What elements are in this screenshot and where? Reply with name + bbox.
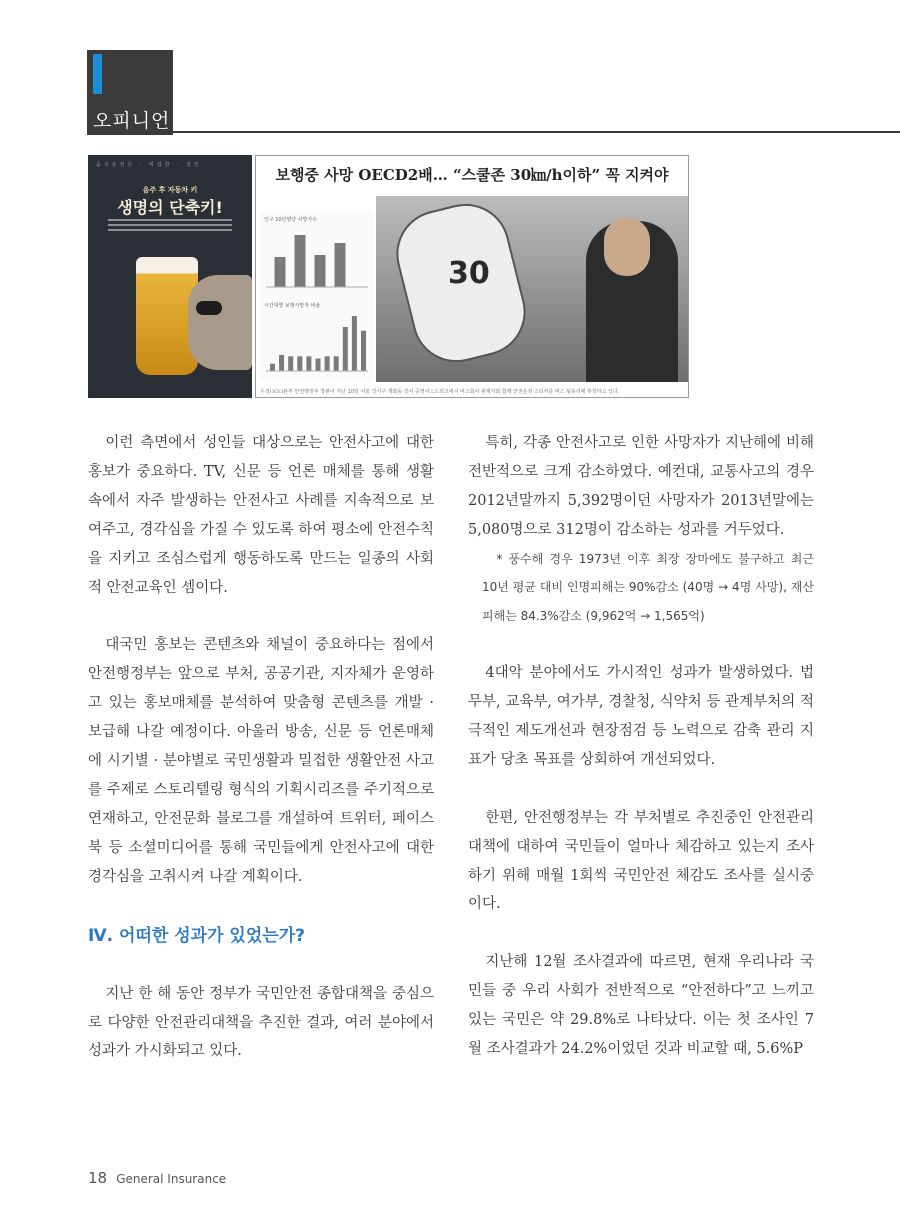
header-rule [173,131,900,133]
publication-name: General Insurance [116,1172,227,1186]
news-photo-title: 보행중 사망 OECD2배… “스쿨존 30㎞/h이하” 꼭 지켜야 [275,166,669,184]
chart1-bar-1 [295,235,306,287]
news-photo [255,155,689,398]
poster-top-text: 음주운전은 · 비겁한 · 살인 [96,162,202,168]
chart2-bar-8 [343,327,348,371]
chart2-bar-3 [297,356,302,371]
section-tab-accent [93,54,102,94]
photo-caption: 우정(보도)본부 안전행정부 장관이 지난 10일 서울 강서구 개화동 강서 공영어스드리고에서 버스회사 관계자와 함께 안전운전 스티커를 버스 뒷유리에 부착하고 있다. [260,389,620,395]
paragraph: 4대악 분야에서도 가시적인 성과가 발생하였다. 법무부, 교육부, 여가부, 경찰청, 식약처 등 관계부처의 적극적인 제도개선과 현장점검 등 노력으로 감축 관리 지표가 당초 목표를 상회하여 개선되었다. [468,665,814,768]
chart2-title: 시간대별 보행사망자 비율 [264,303,321,309]
section-tab [87,50,173,135]
chart1-bar-2 [315,255,326,287]
chart1-bars [275,235,346,287]
chart2-bar-9 [352,316,357,371]
paragraph: 지난해 12월 조사결과에 따르면, 현재 우리나라 국민들 중 우리 사회가 전반적으로 “안전하다”고 느끼고 있는 국민은 약 29.8%로 나타났다. 이는 첫 조사인 7월 조사결과가 24.2%이었던 것과 비교할 때, 5.6%P [468,954,814,1058]
person-face [604,218,650,276]
chart2-bar-6 [325,356,330,371]
footnote: * 풍수해 경우 1973년 이후 최장 장마에도 불구하고 최근 10년 평균 대비 인명피해는 90%감소 (40명 → 4명 사망), 재산피해는 84.3%감소 (9,962억 → 1,565억) [482,551,814,623]
hand-graphic [188,275,252,370]
poster-subhead: 음주 후 자동차 키 [142,186,198,194]
paragraph: 대국민 홍보는 콘텐츠와 채널이 중요하다는 점에서 안전행정부는 앞으로 부처, 공공기관, 지자체가 운영하고 있는 홍보매체를 분석하여 맞춤형 콘텐츠를 개발 · 보급해 나갈 예정이다. 아울러 방송, 신문 등 언론매체에 시기별 · 분야별로 국민생활과 밀접한 생활안전 사고를 주제로 스토리텔링 형식의 기획시리즈를 주기적으로 연재하고, 안전문화 블로그를 개설하여 트위터, 페이스북 등 소셜미디어를 통해 국민들에게 안전사고에 대한 경각심을 고취시켜 나갈 계획이다. [88,637,434,885]
chart2-bar-10 [361,331,366,371]
inset-charts [260,211,374,381]
poster-image [88,155,252,398]
chart2-bar-1 [279,355,284,371]
poster-fine-print [108,219,232,221]
left-column [88,429,434,1066]
chart2-bar-5 [316,359,321,372]
chart2-bars [270,316,366,371]
car-key-graphic [196,301,222,315]
chart1-bar-3 [335,243,346,287]
page-number: 18 [88,1169,108,1187]
chart1-title: 인구 10만명당 사망자수 [264,217,318,223]
chart2-bar-2 [288,356,293,371]
chart1-bar-0 [275,257,286,287]
inset-chart-svg [260,211,374,381]
chart2-bar-4 [306,356,311,371]
paragraph: 특히, 각종 안전사고로 인한 사망자가 지난해에 비해 전반적으로 크게 감소하였다. 예컨대, 교통사고의 경우 2012년말까지 5,392명이던 사망자가 2013년말에는 5,080명으로 312명이 감소하는 성과를 거두었다. [468,435,814,538]
section-label: 오피니언 [93,110,171,132]
paragraph: 한편, 안전행정부는 각 부처별로 추진중인 안전관리 대책에 대하여 국민들이 얼마나 체감하고 있는지 조사하기 위해 매월 1회씩 국민안전 체감도 조사를 실시중이다. [468,809,814,913]
speed-limit-number: 30 [448,256,490,291]
section-heading: Ⅳ. 어떠한 성과가 있었는가? [88,925,305,946]
page-footer [88,1168,226,1187]
paragraph: 지난 한 해 동안 정부가 국민안전 종합대책을 중심으로 다양한 안전관리대책을 추진한 결과, 여러 분야에서 성과가 가시화되고 있다. [88,985,434,1060]
chart2-bar-7 [334,356,339,371]
poster-headline: 생명의 단축키! [117,198,223,217]
chart2-bar-0 [270,364,275,371]
paragraph: 이런 측면에서 성인들 대상으로는 안전사고에 대한 홍보가 중요하다. TV, 신문 등 언론 매체를 통해 생활 속에서 자주 발생하는 안전사고 사례를 지속적으로 보여주고, 경각심을 가질 수 있도록 하여 평소에 안전수칙을 지키고 조심스럽게 행동하도록 만드는 일종의 사회적 안전교육인 셈이다. [88,435,434,596]
right-column [468,429,814,1064]
